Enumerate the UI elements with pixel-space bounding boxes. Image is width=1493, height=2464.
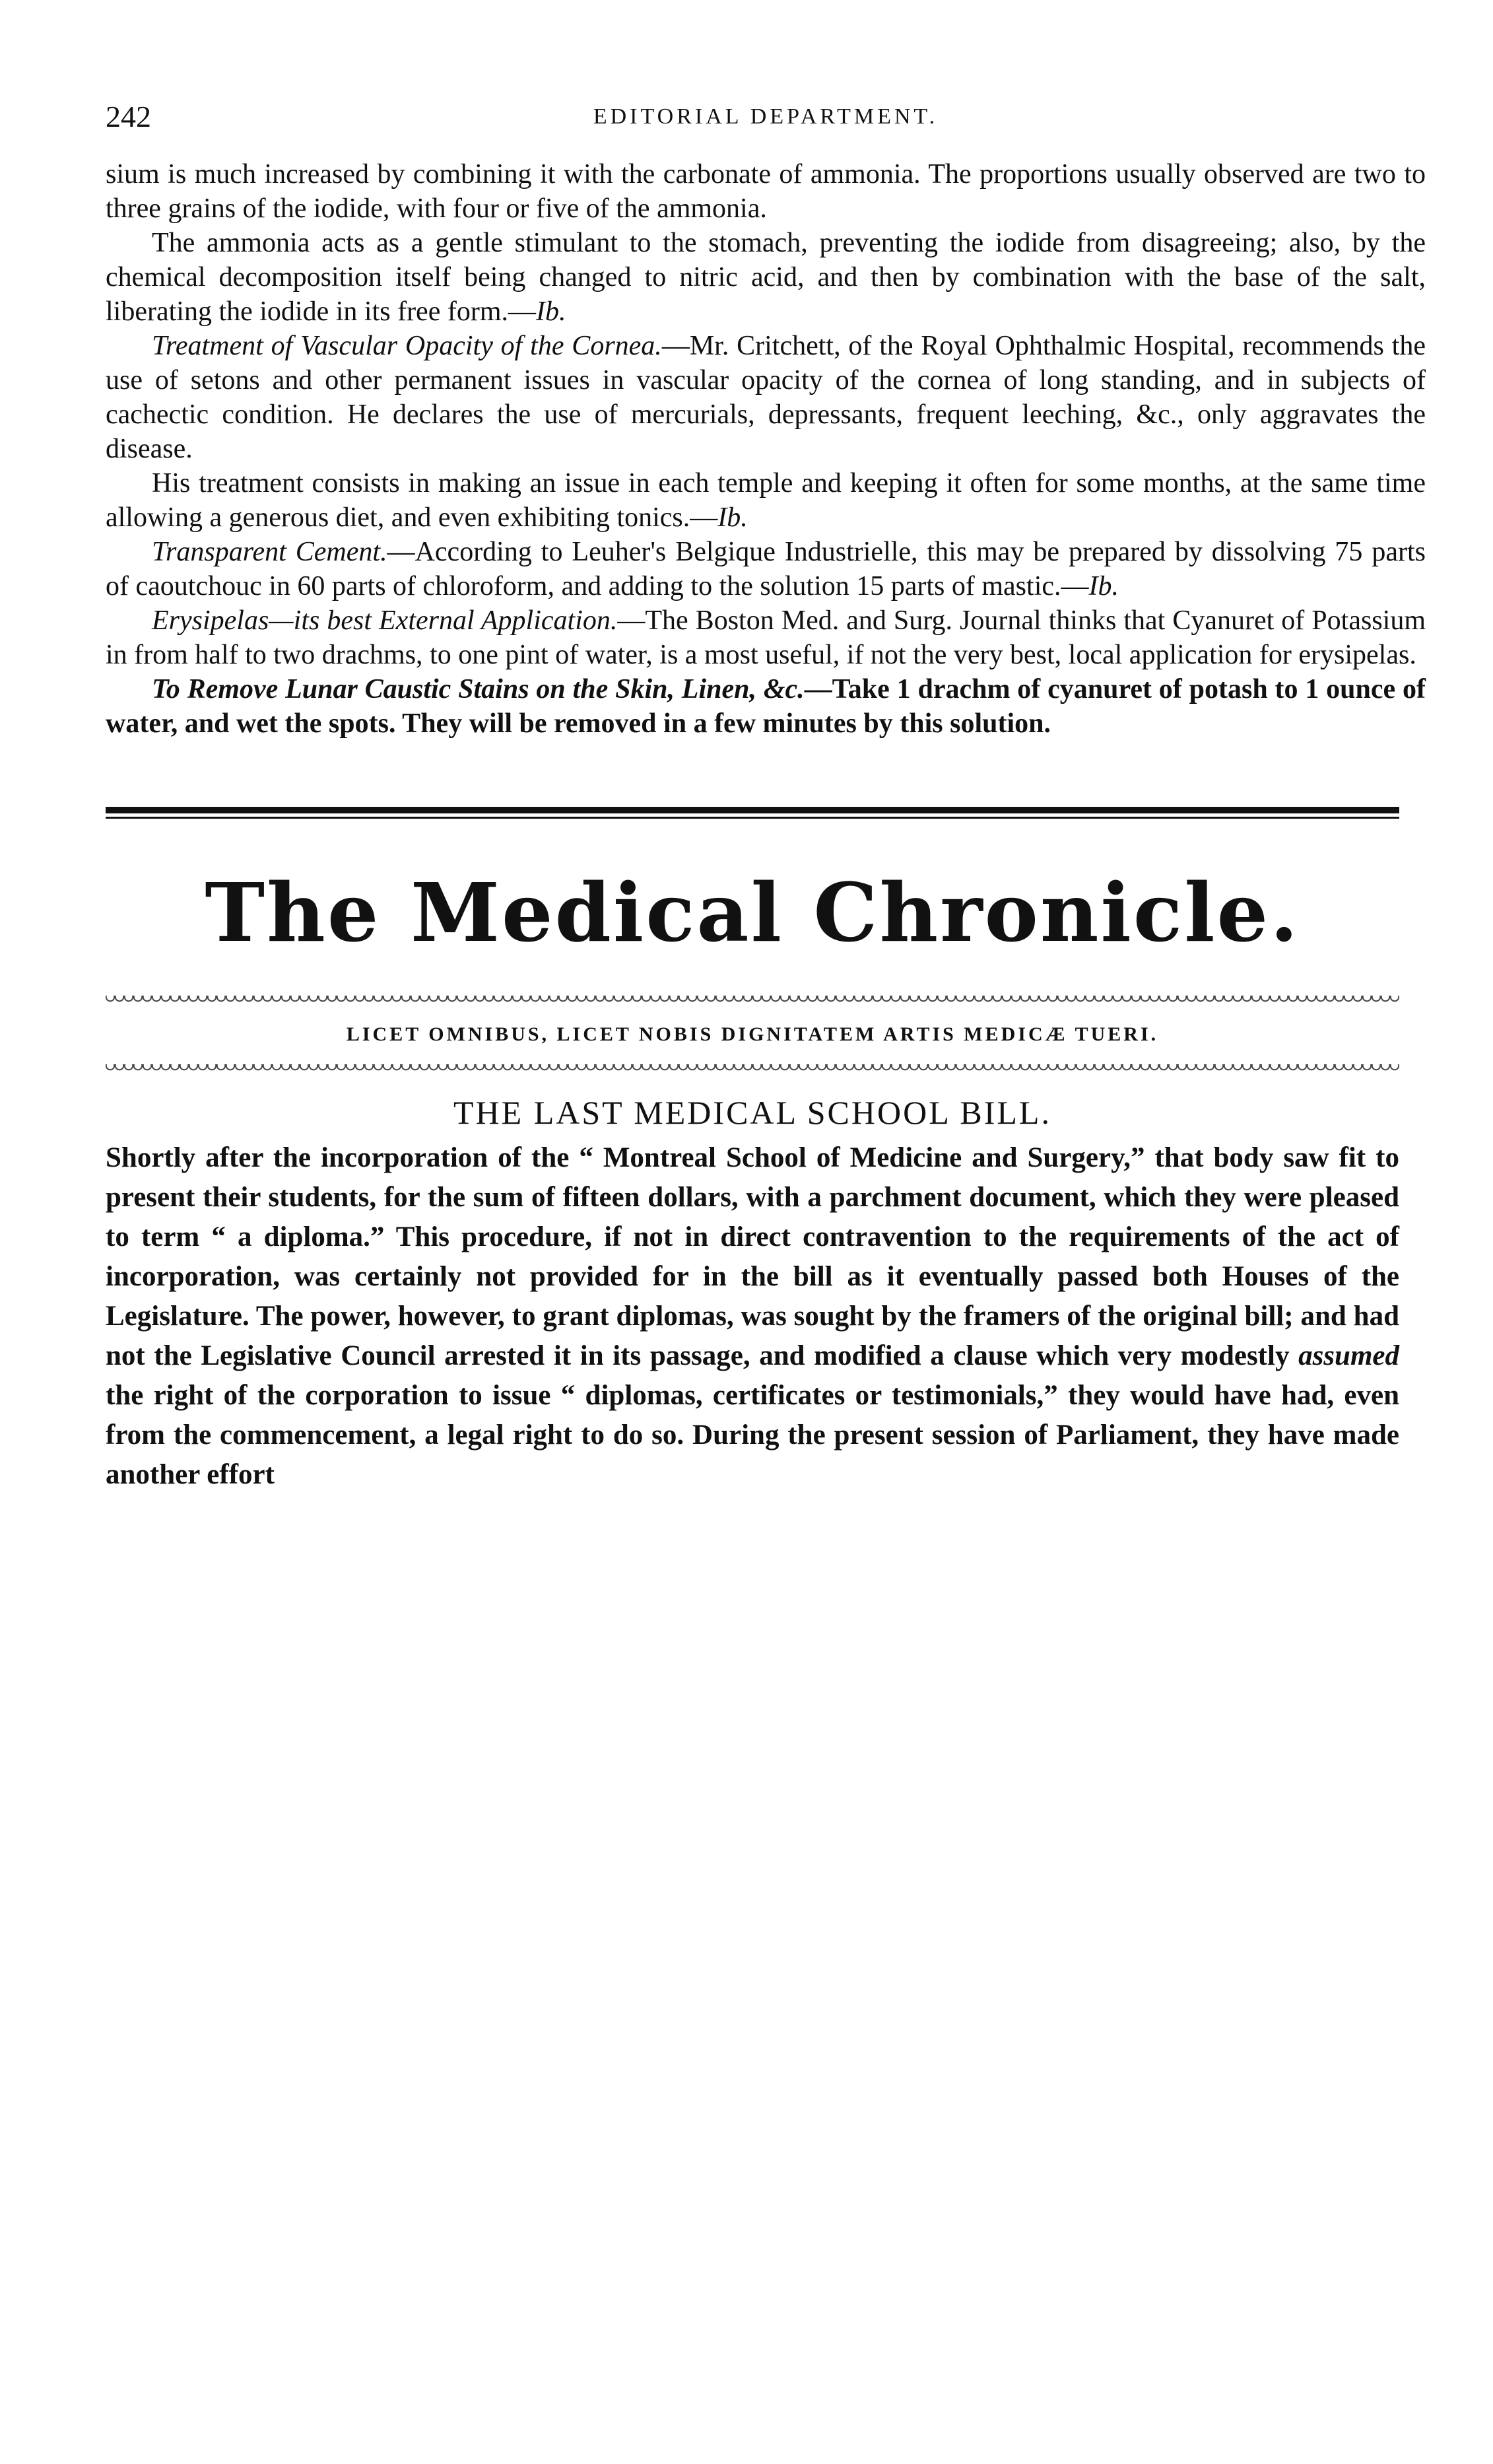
note-source: Ib. [1088,571,1119,601]
note-heading: To Remove Lunar Caustic Stains on the Skin, Linen, &c. [152,674,805,704]
note-heading: Erysipelas—its best External Application. [152,605,618,636]
note-text: —The Boston Med. and Surg. Journal thinks that Cyanuret of Potassium in from half to two drachms, to one pint of water, is a most useful, if not the very best, local application for erysipelas. [106,605,1426,670]
note-paragraph-5 [106,535,1426,603]
note-paragraph-1 [106,157,1426,226]
note-paragraph-6 [106,603,1426,672]
divider-thick-rule [106,807,1399,813]
note-heading: Treatment of Vascular Opacity of the Cornea. [152,331,662,361]
note-text: The ammonia acts as a gentle stimulant to the stomach, preventing the iodide from disagreeing; also, by the chemical decomposition itself being changed to nitric acid, and then by combination with the base of the salt, liberating the iodide in its free form.— [106,228,1426,327]
article-title: THE LAST MEDICAL SCHOOL BILL. [453,1094,1051,1131]
note-source: Ib. [717,502,748,533]
masthead: The Medical Chronicle. [205,865,1300,960]
note-text: —According to Leuher's Belgique Industrielle, this may be prepared by dissolving 75 parts of caoutchouc in 60 parts of chloroform, and adding to the solution 15 parts of mastic.— [106,537,1426,601]
note-heading: Transparent Cement. [152,537,387,567]
running-head [106,99,1426,152]
note-text: His treatment consists in making an issue in each temple and keeping it often for some months, at the same time allowing a generous diet, and even exhibiting tonics.— [106,468,1426,533]
running-title: EDITORIAL DEPARTMENT. [593,104,939,129]
motto: LICET OMNIBUS, LICET NOBIS DIGNITATEM ARTIS MEDICÆ TUERI. [346,1023,1159,1045]
divider-thin-rule [106,817,1399,819]
page-number: 242 [106,100,151,133]
note-paragraph-3 [106,329,1426,466]
note-paragraph-4 [106,466,1426,535]
article-body [106,1138,1399,1495]
article-text: the right of the corporation to issue “ diplomas, certificates or testimonials,” they would have had, even from the commencement, a legal right to do so. During the present session of Parliament, they have made another effort [106,1380,1399,1490]
note-text: sium is much increased by combining it with the carbonate of ammonia. The proportions usually observed are two to three grains of the iodide, with four or five of the ammonia. [106,159,1426,224]
wavy-rule-bottom [106,1064,1399,1074]
note-text: —Take 1 drachm of cyanuret of potash to 1 ounce of water, and wet the spots. They will be removed in a few minutes by this solution. [106,674,1426,739]
wavy-rule-top [106,996,1399,1005]
note-paragraph-7 [106,672,1426,741]
note-text: —Mr. Critchett, of the Royal Ophthalmic Hospital, recommends the use of setons and other permanent issues in vascular opacity of the cornea of long standing, and in subjects of cachectic condition. He declares the use of mercurials, depressants, frequent leeching, &c., only aggravates the disease. [106,331,1426,464]
note-source: Ib. [535,296,566,327]
note-paragraph-2 [106,226,1426,329]
page [106,99,1426,1495]
editorial-notes [106,157,1426,741]
article-text: Shortly after the incorporation of the “ Montreal School of Medicine and Surgery,” that body saw fit to present their students, for the sum of fifteen dollars, with a parchment document, which they were pleased to term “ a diploma.” This procedure, if not in direct contravention to the requirements of the act of incorporation, was certainly not provided for in the bill as it eventually passed both Houses of the Legislature. The power, however, to grant diplomas, was sought by the framers of the original bill; and had not the Legislative Council arrested it in its passage, and modified a clause which very modestly [106,1142,1399,1371]
section-divider [106,807,1399,819]
article-emphasis: assumed [1298,1340,1399,1371]
